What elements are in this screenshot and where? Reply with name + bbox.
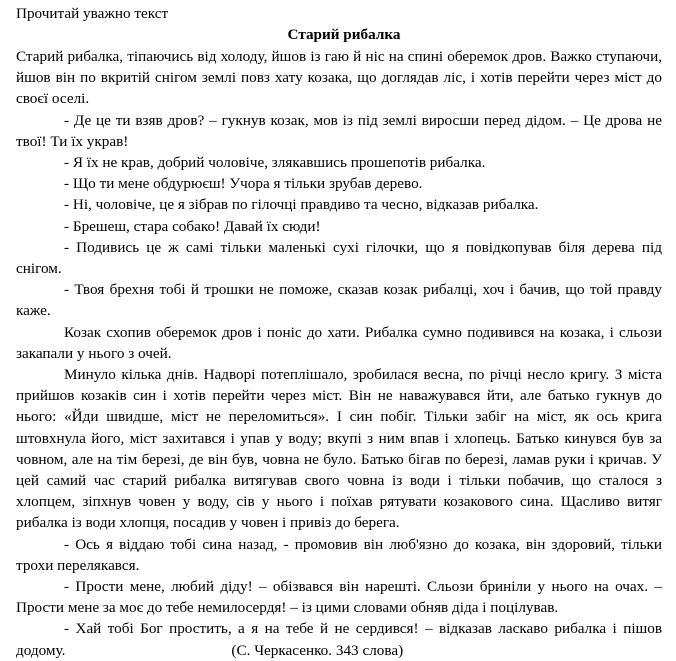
paragraph-7: - Подивись це ж самі тільки маленькі сухі гілочки, що я повідкопував біля дерева під снігом. bbox=[16, 238, 662, 278]
paragraph-11: - Ось я віддаю тобі сина назад, - промовив він люб'язно до козака, він здоровий, тільки трохи перелякався. bbox=[16, 535, 662, 574]
paragraph-5: - Ні, чоловіче, це я зібрав по гілочці правдиво та чесно, відказав рибалка. bbox=[64, 196, 539, 214]
paragraph-8: - Твоя брехня тобі й трошки не поможе, сказав козак рибалці, хоч і бачив, що той правду каже. bbox=[16, 281, 662, 320]
paragraph-1: Старий рибалка, тіпаючись від холоду, йшов із гаю й ніс на спині оберемок дров. Важко ступаючи, йшов він по вкритій снігом землі повз хату козака, що доглядав ліс, і хотів перейти через міст до своєї оселі. bbox=[16, 48, 662, 108]
paragraph-10: Минуло кілька днів. Надворі потеплішало, зробилася весна, по річці несло кригу. З міста прийшов козаків син і хотів перейти через міст. Він не наважувався йти, але батько гукнув до нього: «Йди швидше, міст не переломиться». І син побіг. Тільки забіг на міст, як ось крига штовхнула його, міст захитався і упав у воду; вкупі з ним впав і хлопець. Батько кинувся був за човном, але на тім березі, де він був, човна не було. Батько бігав по березі, ламав руки і кричав. У цей самий час старий рибалка витягував свого човна із води і тільки побачив, що сталося з хлопцем, зіпхнув човен у воду, сів у нього і поїхав рятувати козакового сина. Щасливо витяг рибалка із води хлопця, посадив у човен і привіз до берега. bbox=[16, 366, 662, 532]
paragraph-13 bbox=[16, 618, 662, 660]
story-title: Старий рибалка bbox=[287, 26, 401, 43]
paragraph-6: - Брешеш, стара собако! Давай їх сюди! bbox=[64, 217, 321, 235]
paragraph-13-text: - Хай тобі Бог простить, а я на тебе й не сердився! – відказав ласкаво рибалка і пішов додому. bbox=[16, 620, 662, 659]
paragraph-4: - Що ти мене обдурюєш! Учора я тільки зрубав дерево. bbox=[64, 175, 423, 193]
instruction-text: Прочитай уважно текст bbox=[16, 5, 169, 22]
paragraph-3: - Я їх не крав, добрий чоловіче, злякавшись прошепотів рибалка. bbox=[64, 154, 486, 172]
signature: (С. Черкасенко. 343 слова) bbox=[231, 641, 404, 659]
paragraph-9: Козак схопив оберемок дров і поніс до хати. Рибалка сумно подивився на козака, і сльози закапали у нього з очей. bbox=[16, 323, 662, 362]
paragraph-2: - Де це ти взяв дров? – гукнув козак, мов із під землі виросши перед дідом. – Це дрова не твої! Ти їх украв! bbox=[16, 111, 662, 150]
document-page bbox=[16, 0, 662, 661]
paragraph-12: - Прости мене, любий діду! – обізвався він нарешті. Сльози бриніли у нього на очах. – Прости мене за моє до тебе немилосердя! – із цими словами обняв діда і поцілував. bbox=[16, 578, 662, 617]
